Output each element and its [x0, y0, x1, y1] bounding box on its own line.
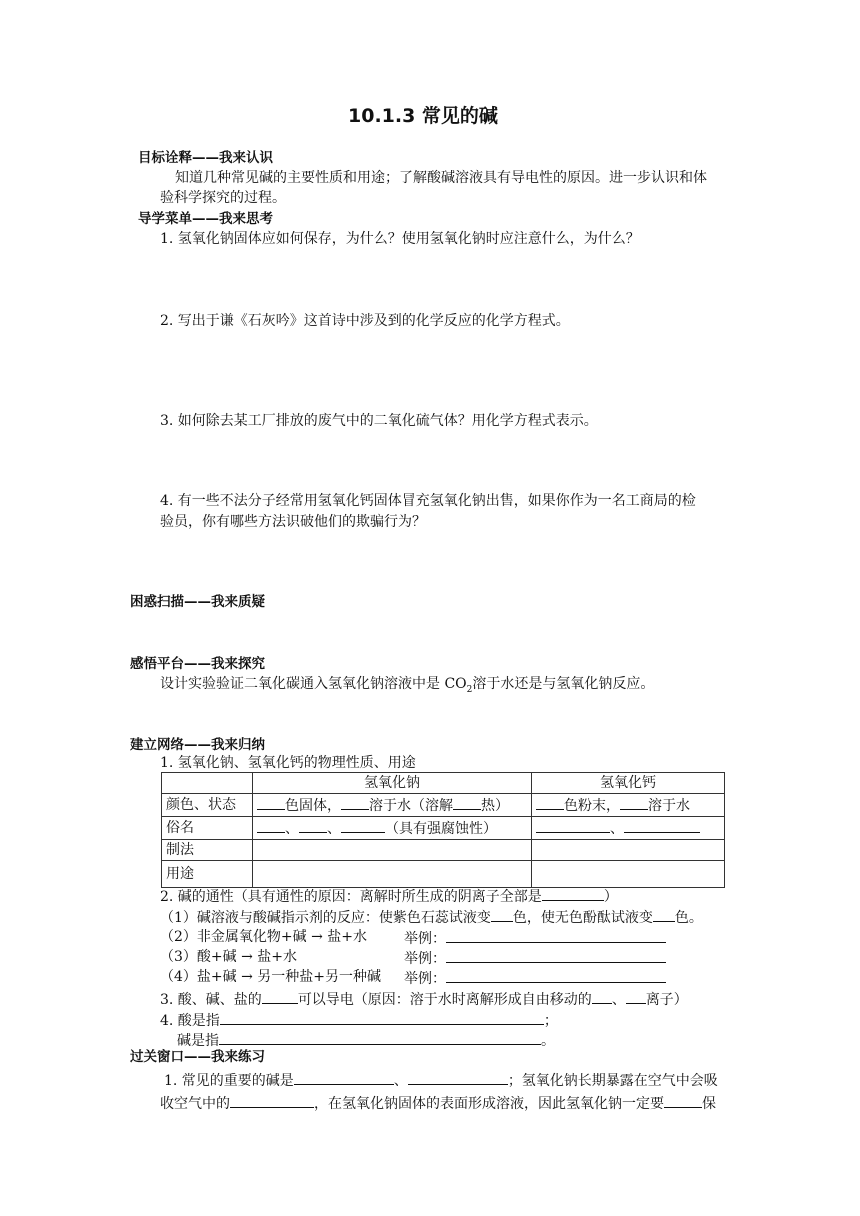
blank[interactable] [299, 817, 327, 833]
blank[interactable] [219, 1029, 541, 1045]
exercise-text: ；氢氧化钠长期暴露在空气中会吸 [507, 1073, 718, 1089]
base-definition-label: 碱是指 [177, 1033, 219, 1049]
table-row [162, 840, 725, 861]
item3-text: 可以导电（原因：溶于水时离解形成自由移动的 [297, 992, 592, 1008]
blank[interactable] [446, 927, 666, 943]
properties-table [161, 772, 725, 888]
cell-text: （具有强腐蚀性） [385, 821, 497, 837]
acid-definition-label: 4. 酸是指 [160, 1013, 220, 1029]
cell-caoh2-make[interactable] [532, 840, 725, 861]
exercise-text: 收空气中的 [160, 1096, 230, 1112]
row-label-use: 用途 [162, 861, 253, 888]
explore-text [160, 674, 654, 700]
item2-text-end: ） [603, 889, 618, 905]
section-heading-doubts: 困惑扫描——我来质疑 [130, 594, 265, 610]
property-4: （4）盐+碱 → 另一种盐+另一种碱 [160, 969, 381, 985]
cell-naoh-name [253, 817, 532, 840]
blank[interactable] [542, 885, 604, 901]
table-row [162, 773, 725, 794]
section-heading-guide: 导学菜单——我来思考 [138, 211, 273, 227]
blank[interactable] [408, 1069, 508, 1085]
question-3: 3. 如何除去某工厂排放的废气中的二氧化硫气体？用化学方程式表示。 [160, 413, 598, 429]
cell-text: 溶于水 [648, 798, 690, 814]
cell-naoh-color [253, 794, 532, 817]
exercise-text: 、 [393, 1073, 408, 1089]
blank[interactable] [664, 1092, 702, 1108]
section-heading-explore: 感悟平台——我来探究 [130, 656, 265, 672]
table-row [162, 861, 725, 888]
question-2: 2. 写出于谦《石灰吟》这首诗中涉及到的化学反应的化学方程式。 [160, 313, 570, 329]
property-4-example [404, 967, 666, 989]
section-heading-goals: 目标诠释——我来认识 [138, 150, 273, 166]
goals-text-line2: 验科学探究的过程。 [160, 190, 286, 206]
blank[interactable] [491, 906, 513, 922]
blank[interactable] [262, 988, 298, 1004]
property-1 [160, 906, 703, 928]
blank[interactable] [453, 794, 481, 810]
blank[interactable] [536, 817, 610, 833]
blank[interactable] [626, 988, 646, 1004]
blank[interactable] [257, 817, 285, 833]
network-item-4-acid [160, 1009, 558, 1031]
table-corner-cell [162, 773, 253, 794]
blank[interactable] [446, 967, 666, 983]
blank[interactable] [624, 817, 700, 833]
blank[interactable] [341, 817, 385, 833]
blank[interactable] [592, 988, 612, 1004]
example-label: 举例： [404, 951, 446, 967]
item3-text: 、 [611, 992, 626, 1008]
cell-text: 、 [610, 821, 624, 837]
question-4-line2: 验员，你有哪些方法识破他们的欺骗行为？ [160, 514, 426, 530]
exercise-1-line1 [164, 1069, 718, 1091]
explore-text-b: 溶于水还是与氢氧化钠反应。 [472, 676, 655, 692]
page-title: 10.1.3 常见的碱 [348, 105, 498, 127]
question-1: 1. 氢氧化钠固体应如何保存，为什么？使用氢氧化钠时应注意什么，为什么？ [160, 231, 640, 247]
cell-caoh2-use[interactable] [532, 861, 725, 888]
property-2: （2）非金属氧化物+碱 → 盐+水 [160, 929, 367, 945]
item2-text: 2. 碱的通性（具有通性的原因：离解时所生成的阴离子全部是 [160, 889, 542, 905]
exercise-text: ，在氢氧化钠固体的表面形成溶液，因此氢氧化钠一定要 [314, 1096, 664, 1112]
network-item-1: 1. 氢氧化钠、氢氧化钙的物理性质、用途 [160, 755, 416, 771]
property-3: （3）酸+碱 → 盐+水 [160, 949, 297, 965]
exercise-text: 1. 常见的重要的碱是 [164, 1073, 294, 1089]
co2-subscript: 2 [466, 684, 473, 695]
explore-text-a: 设计实验验证二氧化碳通入氢氧化钠溶液中是 CO [160, 676, 467, 692]
item3-text: 离子） [645, 992, 688, 1008]
table-row [162, 794, 725, 817]
property-1-text: 色，使无色酚酞试液变 [512, 910, 653, 926]
example-label: 举例： [404, 931, 446, 947]
cell-text: 热） [481, 798, 509, 814]
base-definition-end: 。 [541, 1033, 555, 1049]
cell-caoh2-color [532, 794, 725, 817]
blank[interactable] [653, 906, 675, 922]
cell-text: 色固体， [285, 798, 341, 814]
cell-naoh-make[interactable] [253, 840, 532, 861]
cell-text: 溶于水（溶解 [369, 798, 453, 814]
property-2-example [404, 927, 666, 949]
section-heading-network: 建立网络——我来归纳 [130, 737, 265, 753]
network-item-3 [160, 988, 688, 1010]
item3-text: 3. 酸、碱、盐的 [160, 992, 262, 1008]
blank[interactable] [446, 947, 666, 963]
row-label-color: 颜色、状态 [162, 794, 253, 817]
cell-naoh-use[interactable] [253, 861, 532, 888]
property-3-example [404, 947, 666, 969]
cell-text: 、 [285, 821, 299, 837]
blank[interactable] [294, 1069, 394, 1085]
table-row [162, 817, 725, 840]
blank[interactable] [257, 794, 285, 810]
cell-text: 、 [327, 821, 341, 837]
exercise-text: 保 [702, 1096, 716, 1112]
exercise-1-line2 [160, 1092, 716, 1114]
table-header-caoh2: 氢氧化钙 [532, 773, 725, 794]
property-1-text: 色。 [674, 910, 703, 926]
acid-definition-end: ； [543, 1013, 558, 1029]
blank[interactable] [620, 794, 648, 810]
question-4-line1: 4. 有一些不法分子经常用氢氧化钙固体冒充氢氧化钠出售，如果你作为一名工商局的检 [160, 493, 696, 509]
blank[interactable] [536, 794, 564, 810]
cell-text: 色粉末， [564, 798, 620, 814]
section-heading-practice: 过关窗口——我来练习 [130, 1049, 265, 1065]
blank[interactable] [341, 794, 369, 810]
table-header-naoh: 氢氧化钠 [253, 773, 532, 794]
network-item-2 [160, 885, 618, 907]
cell-caoh2-name [532, 817, 725, 840]
row-label-make: 制法 [162, 840, 253, 861]
row-label-name: 俗名 [162, 817, 253, 840]
example-label: 举例： [404, 971, 446, 987]
blank[interactable] [220, 1009, 544, 1025]
goals-text-line1: 知道几种常见碱的主要性质和用途；了解酸碱溶液具有导电性的原因。进一步认识和体 [175, 170, 707, 186]
property-1-text: （1）碱溶液与酸碱指示剂的反应：使紫色石蕊试液变 [160, 910, 491, 926]
blank[interactable] [230, 1092, 314, 1108]
